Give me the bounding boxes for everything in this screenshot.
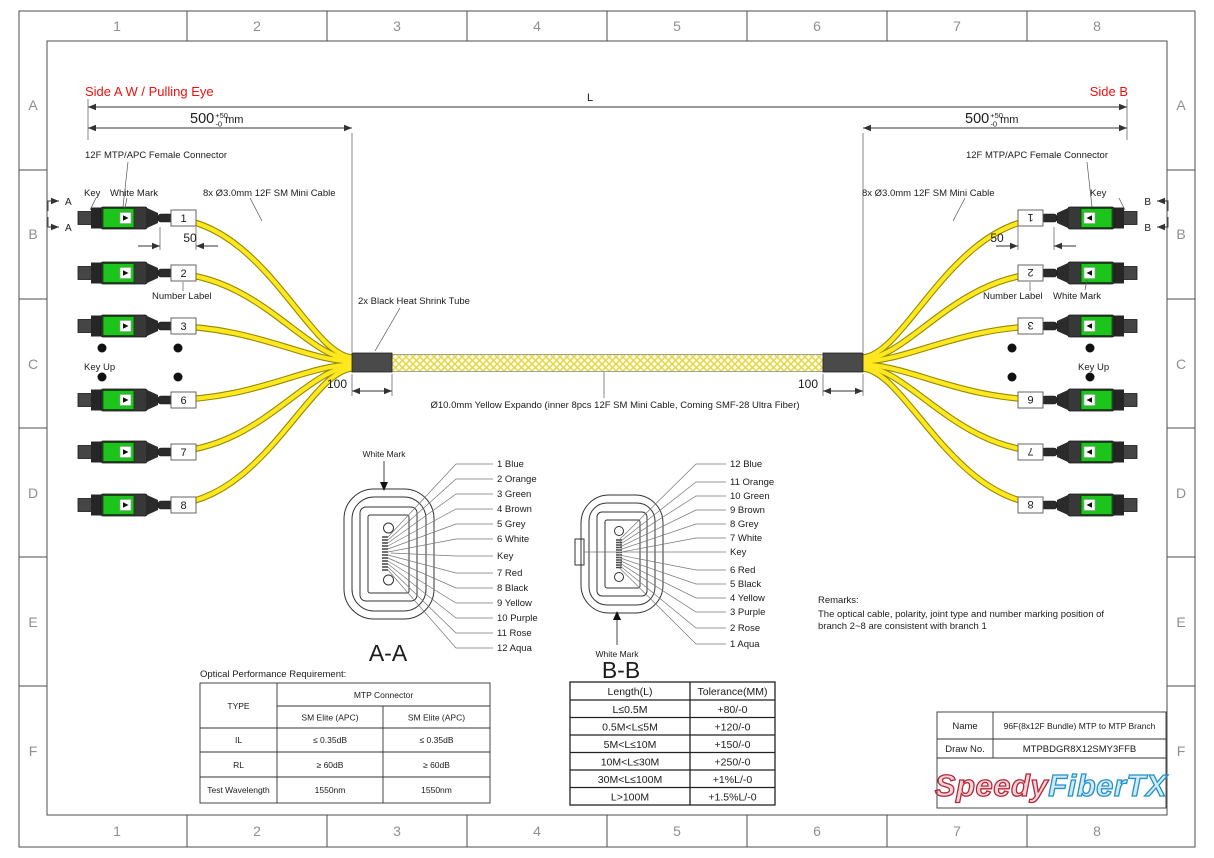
optical-cell: ≤ 0.35dB <box>419 735 454 745</box>
zone-row: E <box>1176 614 1186 630</box>
optical-cell: ≥ 60dB <box>423 760 450 770</box>
ellipsis-dot <box>98 344 107 353</box>
tolerance-header: Length(L) <box>607 686 653 698</box>
yellow-expando-tube <box>392 355 823 372</box>
zone-col: 8 <box>1093 18 1101 34</box>
dim-500-tol-plus: +50 <box>990 111 1003 120</box>
fiber-label: Key <box>730 547 747 558</box>
section-label-b: B <box>1144 223 1151 234</box>
optical-cell: Test Wavelength <box>207 785 270 795</box>
aa-white-mark-label: White Mark <box>362 449 406 459</box>
dim-500-tol-minus: -0 <box>215 119 223 129</box>
dim-100-right: 100 <box>797 377 818 391</box>
connector-label-right: 12F MTP/APC Female Connector <box>965 150 1108 161</box>
fiber-label: Key <box>497 551 514 562</box>
branch-number: 8 <box>180 500 187 512</box>
branch-number: 2 <box>1027 266 1034 278</box>
zone-col: 7 <box>953 823 961 839</box>
tolerance-cell: +1.5%L/-0 <box>708 791 757 804</box>
optical-sub-header: SM Elite (APC) <box>407 712 466 723</box>
zone-col: 3 <box>393 18 401 34</box>
zone-row: A <box>1176 97 1186 113</box>
fiber-label: 8 Grey <box>730 519 759 530</box>
branch-number: 3 <box>1027 319 1034 331</box>
white-mark-label-left: White Mark <box>110 188 159 199</box>
optical-cell: RL <box>233 760 244 770</box>
zone-col: 1 <box>113 18 121 34</box>
fiber-label: 9 Brown <box>730 505 765 516</box>
fiber-label: 1 Blue <box>497 459 524 470</box>
draw-no-value: MTPBDGR8X12SMY3FFB <box>1022 744 1137 755</box>
fiber-label: 11 Orange <box>730 477 775 488</box>
key-up-label-left: Key Up <box>84 362 116 373</box>
heat-shrink-tube-left <box>352 353 392 372</box>
fiber-label: 7 White <box>730 533 763 544</box>
aa-title: A-A <box>368 640 408 666</box>
branch-number: 8 <box>1027 498 1034 510</box>
tolerance-cell: +80/-0 <box>717 704 748 716</box>
fiber-label: 7 Red <box>497 568 523 579</box>
tolerance-header: Tolerance(MM) <box>697 686 768 698</box>
fiber-label: 10 Purple <box>497 613 538 624</box>
white-mark-label-right: White Mark <box>1053 291 1102 302</box>
ellipsis-dot <box>174 344 183 353</box>
heat-shrink-label: 2x Black Heat Shrink Tube <box>358 296 470 307</box>
optical-cell: 1550nm <box>421 785 452 795</box>
fiber-label: 9 Yellow <box>497 598 532 609</box>
zone-col: 2 <box>253 823 261 839</box>
logo-fibertx: FiberTX <box>1048 768 1168 803</box>
optical-table-title: Optical Performance Requirement: <box>200 669 347 680</box>
ellipsis-dot <box>174 373 183 382</box>
branch-number: 7 <box>180 447 187 459</box>
tolerance-cell: +1%L/-0 <box>712 774 753 786</box>
mini-cable-label-right: 8x Ø3.0mm 12F SM Mini Cable <box>862 188 995 199</box>
fiber-label: 1 Aqua <box>730 639 760 650</box>
tolerance-cell: 30M<L≤100M <box>597 774 663 786</box>
section-label-a: A <box>65 197 72 208</box>
optical-cell: ≤ 0.35dB <box>313 735 347 745</box>
key-label-right: Key <box>1090 188 1107 199</box>
zone-row: D <box>27 485 39 501</box>
fiber-label: 2 Orange <box>497 474 537 485</box>
fiber-label: 12 Blue <box>730 459 763 470</box>
dim-500-tol-plus: +50 <box>215 111 228 120</box>
company-logo <box>935 768 1169 803</box>
fiber-label: 4 Brown <box>497 504 532 515</box>
dim-L-label: L <box>586 92 594 104</box>
ellipsis-dot <box>1008 373 1017 382</box>
zone-col: 2 <box>253 18 261 34</box>
zone-col: 3 <box>393 823 401 839</box>
optical-cell: 1550nm <box>314 785 346 795</box>
tolerance-cell: +120/-0 <box>714 721 751 734</box>
fiber-label: 3 Green <box>497 489 532 500</box>
draw-no-label: Draw No. <box>945 744 985 755</box>
ellipsis-dot <box>1008 344 1017 353</box>
optical-type-header: TYPE <box>227 701 250 711</box>
remarks-line2: branch 2~8 are consistent with branch 1 <box>818 621 987 632</box>
zone-col: 1 <box>113 823 121 839</box>
zone-row: F <box>1176 743 1186 759</box>
zone-row: B <box>28 226 38 242</box>
dim-500-unit: mm <box>225 114 244 126</box>
tolerance-cell: 10M<L≤30M <box>600 756 660 769</box>
bb-white-mark-label: White Mark <box>595 649 639 659</box>
bb-title: B-B <box>601 657 641 683</box>
dim-500-unit: mm <box>1000 114 1019 126</box>
tolerance-cell: +250/-0 <box>714 756 751 769</box>
dim-500-left <box>190 111 243 129</box>
zone-col: 5 <box>673 18 681 34</box>
dim-500-value: 500 <box>190 111 215 127</box>
logo-speedy: Speedy <box>934 768 1049 803</box>
zone-row: C <box>27 356 39 372</box>
heat-shrink-tube-right <box>823 353 863 372</box>
tolerance-cell: L>100M <box>610 791 650 804</box>
fiber-label: 12 Aqua <box>497 643 532 654</box>
zone-row: A <box>28 97 38 113</box>
side-a-title: Side A W / Pulling Eye <box>85 84 214 99</box>
zone-col: 4 <box>533 18 541 34</box>
section-label-b: B <box>1144 197 1151 208</box>
ellipsis-dot <box>98 373 107 382</box>
remarks-line1: The optical cable, polarity, joint type and number marking position of <box>818 609 1105 620</box>
zone-col: 5 <box>673 823 681 839</box>
side-b-title: Side B <box>1089 84 1128 99</box>
fiber-label: 8 Black <box>497 583 529 594</box>
optical-cell: IL <box>234 735 243 745</box>
zone-col: 7 <box>953 18 961 34</box>
fiber-label: 6 Red <box>730 565 756 576</box>
expando-label: Ø10.0mm Yellow Expando (inner 8pcs 12F SM Mini Cable, Coming SMF-28 Ultra Fiber) <box>430 400 800 411</box>
zone-col: 4 <box>533 823 541 839</box>
dim-500-right <box>965 111 1018 129</box>
branch-number: 6 <box>180 395 187 407</box>
branch-number: 1 <box>1027 211 1034 223</box>
tolerance-cell: 0.5M<L≤5M <box>602 721 658 734</box>
fiber-label: 3 Purple <box>730 607 766 618</box>
branch-number: 6 <box>1027 393 1034 405</box>
section-label-a: A <box>65 223 72 234</box>
branch-number: 3 <box>180 321 187 333</box>
key-label-left: Key <box>84 188 101 199</box>
optical-sub-header: SM Elite (APC) <box>301 712 359 723</box>
remarks-title: Remarks: <box>818 595 859 606</box>
zone-row: C <box>1175 356 1187 372</box>
fiber-label: 11 Rose <box>497 628 532 639</box>
optical-cell: ≥ 60dB <box>316 760 344 770</box>
connector-label-left: 12F MTP/APC Female Connector <box>85 150 228 161</box>
branch-number: 1 <box>180 213 187 225</box>
fiber-label: 10 Green <box>730 491 770 502</box>
tolerance-cell: +150/-0 <box>714 739 751 751</box>
fiber-label: 4 Yellow <box>730 593 765 604</box>
fiber-label: 5 Black <box>730 579 762 590</box>
name-label: Name <box>952 721 978 732</box>
zone-col: 6 <box>813 18 821 34</box>
zone-row: B <box>1176 226 1186 242</box>
zone-row: D <box>1175 485 1187 501</box>
branch-number: 7 <box>1027 445 1034 457</box>
fiber-label: 6 White <box>497 534 530 545</box>
number-label-right: Number Label <box>983 291 1043 302</box>
dim-50-left: 50 <box>183 231 197 245</box>
zone-row: F <box>28 743 38 759</box>
tolerance-cell: L≤0.5M <box>612 704 648 716</box>
dim-100-left: 100 <box>326 377 347 391</box>
dim-500-value: 500 <box>965 111 990 127</box>
ellipsis-dot <box>1086 344 1095 353</box>
zone-row: E <box>28 614 38 630</box>
ellipsis-dot <box>1086 373 1095 382</box>
optical-group-header: MTP Connector <box>353 690 414 700</box>
mini-cable-label-left: 8x Ø3.0mm 12F SM Mini Cable <box>203 188 336 199</box>
zone-col: 6 <box>813 823 821 839</box>
fiber-label: 5 Grey <box>497 519 526 530</box>
zone-col: 8 <box>1093 823 1101 839</box>
tolerance-cell: 5M<L≤10M <box>603 739 657 751</box>
dim-500-tol-minus: -0 <box>990 119 998 129</box>
number-label-left: Number Label <box>152 291 212 302</box>
branch-number: 2 <box>180 268 187 280</box>
fiber-label: 2 Rose <box>730 623 761 634</box>
key-up-label-right: Key Up <box>1078 362 1110 373</box>
dim-50-right: 50 <box>990 231 1004 245</box>
name-value: 96F(8x12F Bundle) MTP to MTP Branch <box>1003 721 1156 731</box>
